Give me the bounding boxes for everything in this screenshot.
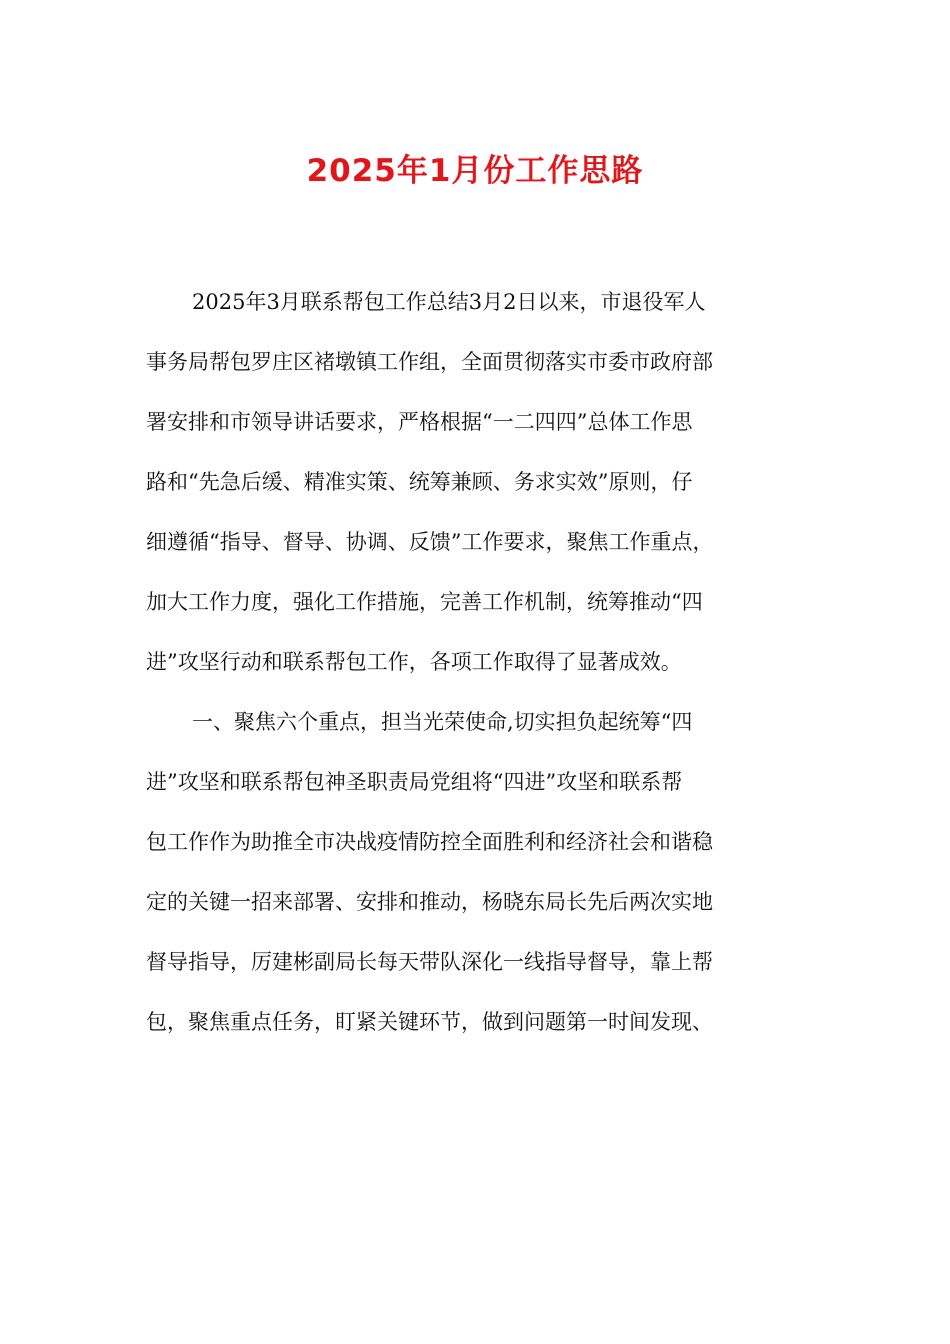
paragraph-1 — [146, 272, 810, 692]
text-line: 细遵循“指导、督导、协调、反馈”工作要求，聚焦工作重点， — [146, 530, 714, 554]
paragraph-2 — [146, 692, 810, 1052]
document-title: 2025年1月份工作思路 — [306, 153, 644, 189]
text-line: 督导指导，厉建彬副局长每天带队深化一线指导督导，靠上帮 — [146, 950, 713, 974]
text-line: 加大工作力度，强化工作措施，完善工作机制，统筹推动“四 — [146, 590, 703, 614]
text-line: 2025年3月联系帮包工作总结3月2日以来，市退役军人 — [192, 290, 706, 314]
text-line: 一、聚焦六个重点，担当光荣使命,切实担负起统筹“四 — [192, 710, 693, 734]
text-line: 进”攻坚和联系帮包神圣职责局党组将“四进”攻坚和联系帮 — [146, 770, 683, 794]
text-line: 事务局帮包罗庄区褚墩镇工作组，全面贯彻落实市委市政府部 — [146, 350, 713, 374]
text-line: 进”攻坚行动和联系帮包工作，各项工作取得了显著成效。 — [146, 650, 682, 674]
text-line: 包工作作为助推全市决战疫情防控全面胜利和经济社会和谐稳 — [146, 830, 713, 854]
text-line: 包，聚焦重点任务，盯紧关键环节，做到问题第一时间发现、 — [146, 1010, 713, 1034]
text-line: 路和“先急后缓、精准实策、统筹兼顾、务求实效”原则，仔 — [146, 470, 693, 494]
text-line: 定的关键一招来部署、安排和推动，杨晓东局长先后两次实地 — [146, 890, 713, 914]
document-body — [146, 272, 810, 1052]
text-line: 署安排和市领导讲话要求，严格根据“一二四四”总体工作思 — [146, 410, 693, 434]
